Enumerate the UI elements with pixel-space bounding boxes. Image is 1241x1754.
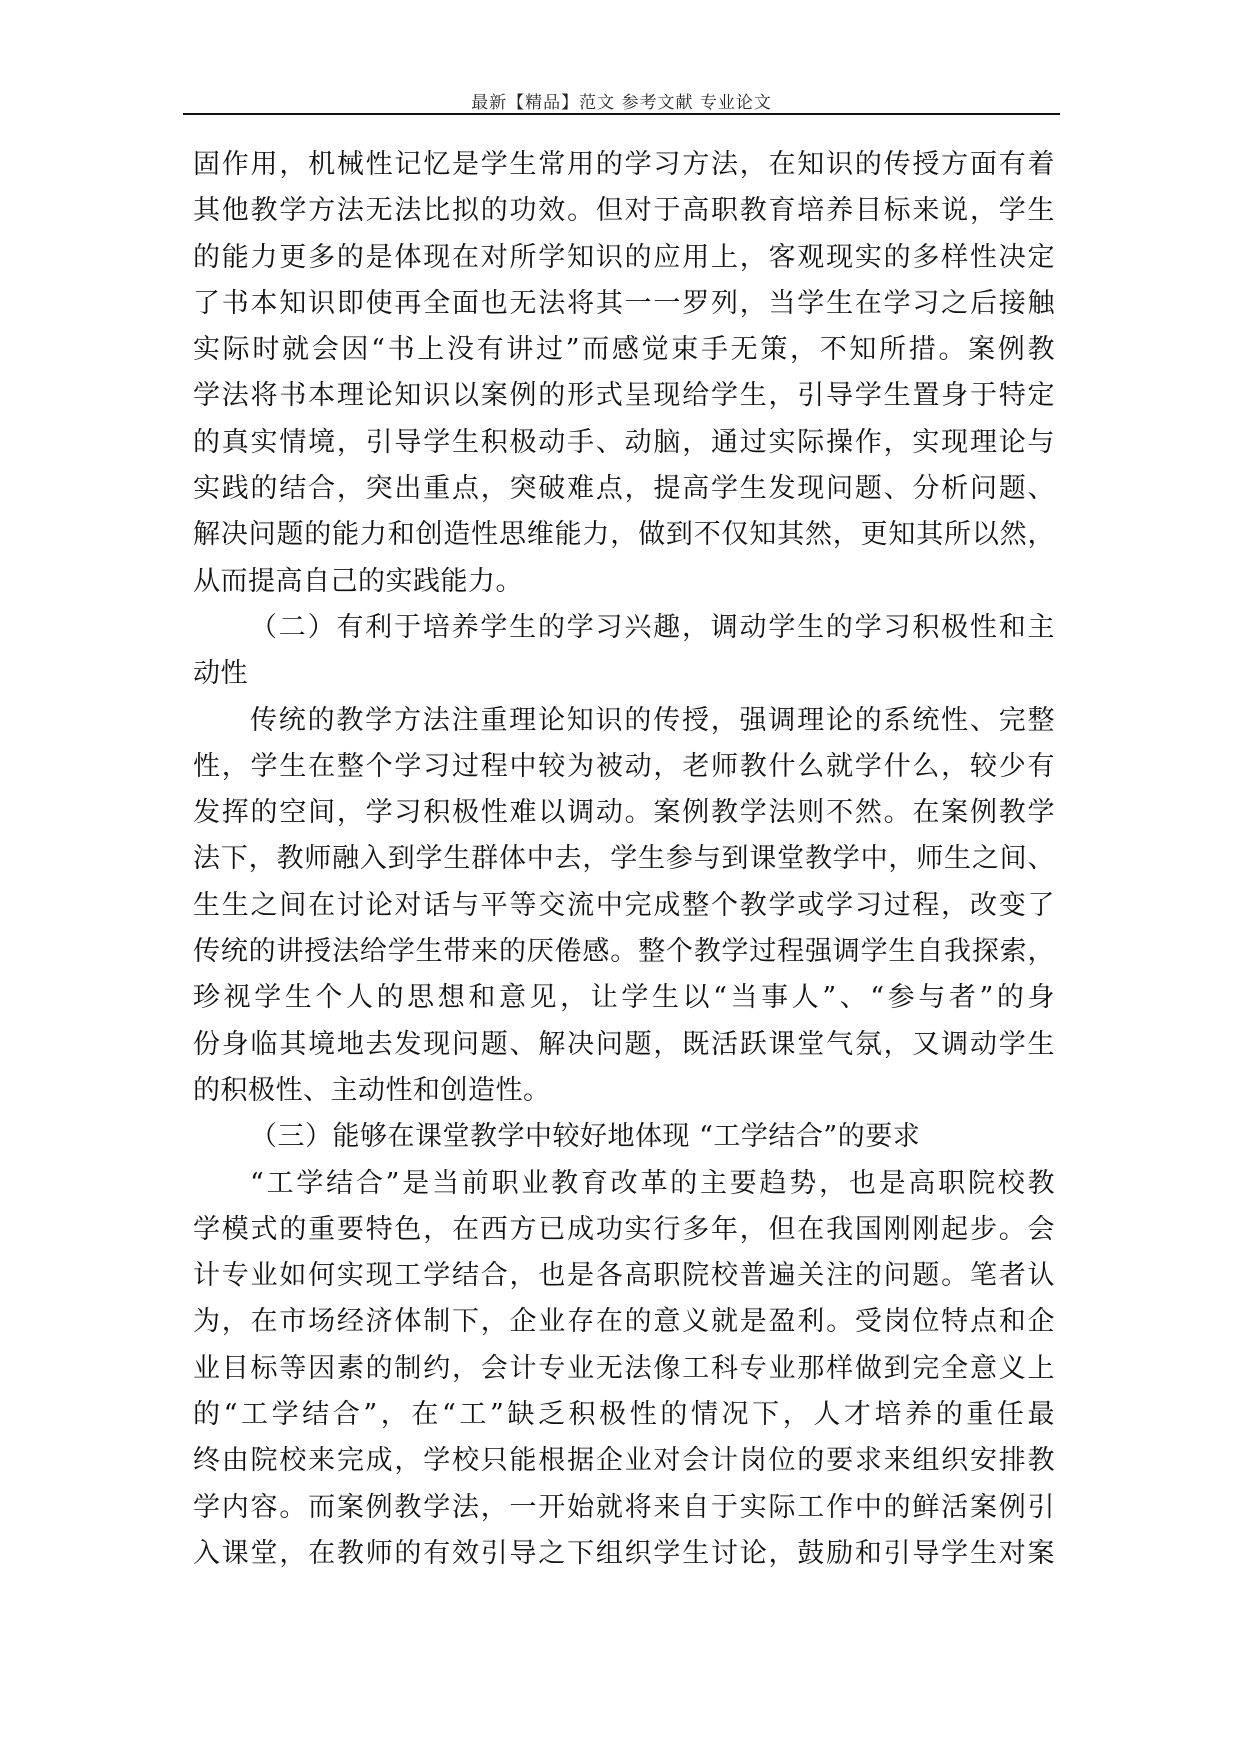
text-line: 业目标等因素的制约，会计专业无法像工科专业那样做到完全意义上 <box>193 1352 1055 1384</box>
text-line: 计专业如何实现工学结合，也是各高职院校普遍关注的问题。笔者认 <box>193 1260 1055 1292</box>
text-line: 入课堂，在教师的有效引导之下组织学生讨论，鼓励和引导学生对案 <box>193 1537 1055 1569</box>
text-line: 解决问题的能力和创造性思维能力，做到不仅知其然，更知其所以然， <box>193 519 1055 551</box>
text-line: 学法将书本理论知识以案例的形式呈现给学生，引导学生置身于特定 <box>193 380 1055 412</box>
section-heading-3: （三）能够在课堂教学中较好地体现 “工学结合”的要求 <box>250 1121 921 1153</box>
text-line: 的真实情境，引导学生积极动手、动脑，通过实际操作，实现理论与 <box>193 426 1055 458</box>
text-line: “工学结合”是当前职业教育改革的主要趋势，也是高职院校教 <box>250 1167 1055 1199</box>
text-line: 的能力更多的是体现在对所学知识的应用上，客观现实的多样性决定 <box>193 241 1055 273</box>
body-text <box>193 142 1055 1577</box>
text-line: 的“工学结合”，在“工”缺乏积极性的情况下，人才培养的重任最 <box>193 1399 1055 1431</box>
text-line: 传统的教学方法注重理论知识的传授，强调理论的系统性、完整 <box>250 704 1055 736</box>
section-heading-2-cont: 动性 <box>193 658 248 690</box>
text-line: 性，学生在整个学习过程中较为被动，老师教什么就学什么，较少有 <box>193 750 1055 782</box>
text-line: 终由院校来完成，学校只能根据企业对会计岗位的要求来组织安排教 <box>193 1445 1055 1477</box>
text-line: 珍视学生个人的思想和意见，让学生以“当事人”、“参与者”的身 <box>193 982 1055 1014</box>
text-line: 发挥的空间，学习积极性难以调动。案例教学法则不然。在案例教学 <box>193 797 1055 829</box>
text-line: 从而提高自己的实践能力。 <box>193 565 523 597</box>
section-heading-2: （二）有利于培养学生的学习兴趣，调动学生的学习积极性和主 <box>250 611 1055 643</box>
text-line: 了书本知识即使再全面也无法将其一一罗列，当学生在学习之后接触 <box>193 287 1055 319</box>
text-line: 学内容。而案例教学法，一开始就将来自于实际工作中的鲜活案例引 <box>193 1491 1055 1523</box>
text-line: 份身临其境地去发现问题、解决问题，既活跃课堂气氛，又调动学生 <box>193 1028 1055 1060</box>
text-line: 法下，教师融入到学生群体中去，学生参与到课堂教学中，师生之间、 <box>193 843 1055 875</box>
text-line: 传统的讲授法给学生带来的厌倦感。整个教学过程强调学生自我探索， <box>193 936 1055 968</box>
text-line: 实践的结合，突出重点，突破难点，提高学生发现问题、分析问题、 <box>193 473 1055 505</box>
text-line: 固作用，机械性记忆是学生常用的学习方法，在知识的传授方面有着 <box>193 149 1055 180</box>
text-line: 其他教学方法无法比拟的功效。但对于高职教育培养目标来说，学生 <box>193 195 1055 227</box>
text-line: 生生之间在讨论对话与平等交流中完成整个教学或学习过程，改变了 <box>193 889 1055 921</box>
page-header: 最新【精品】范文 参考文献 专业论文 <box>471 93 772 113</box>
text-line: 学模式的重要特色，在西方已成功实行多年，但在我国刚刚起步。会 <box>193 1213 1055 1245</box>
header-rule <box>183 113 1060 115</box>
text-line: 为，在市场经济体制下，企业存在的意义就是盈利。受岗位特点和企 <box>193 1306 1055 1338</box>
text-line: 实际时就会因“书上没有讲过”而感觉束手无策，不知所措。案例教 <box>193 334 1055 366</box>
text-line: 的积极性、主动性和创造性。 <box>193 1074 551 1106</box>
